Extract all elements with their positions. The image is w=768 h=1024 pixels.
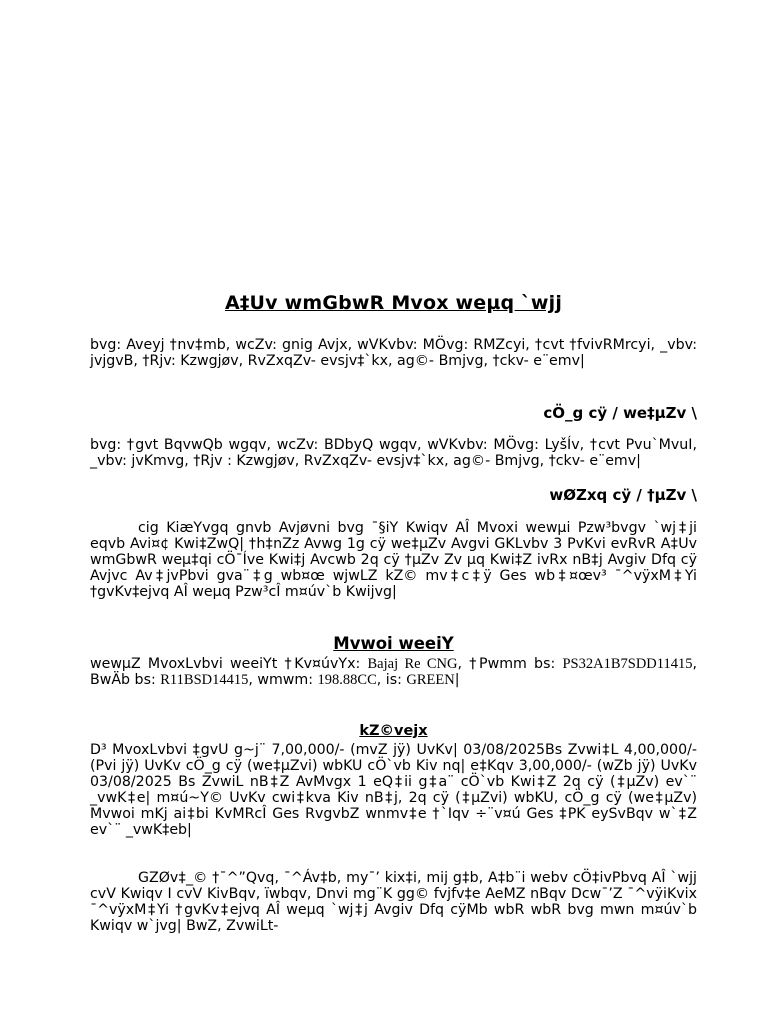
document-title: A‡Uv wmGbwR Mvox weµq `wjj xyxy=(224,292,563,314)
conditions-text: D³ MvoxLvbvi ‡gvU g~j¨ 7,00,000/- (mvZ jÿ) UvKv| 03/08/2025Bs Zvwi‡L 4,00,000/- (Pvi jÿ) UvKv cÖ_g cÿ (we‡µZvi) wbKU cÖ`vb Kiv nq| e‡Kqv 3,00,000/- (wZb jÿ) UvKv 03/08/2025 Bs ZvwiL nB‡Z AvMvgx 1 eQ‡ii g‡a¨ cÖ`vb Kwi‡Z 2q cÿ (‡µZv) ev`¨ _vwK‡e| m¤ú~Y© UvKv cwi‡kva Kiv nB‡j, 2q cÿ (‡µZvi) wbKU, cÖ_g cÿ (we‡µZv) Mvwoi mKj ai‡bi KvMRcÎ Ges RvgvbZ wnmv‡e †`Iqv ÷¨v¤ú Ges ‡PK eySvBqv w`‡Z ev`¨ _vwK‡eb| xyxy=(90,742,697,838)
followup-paragraph: GZØv‡_© †¯^”Qvq, ¯^Áv‡b, my¯’ kix‡i, mij g‡b, A‡b¨i webv cÖ‡ivPbvq AÎ `wjj cvV Kwiqv I cvV KivBqv, ïwbqv, Dnvi mg¨K gg© fvjfv‡e AeMZ nBqv Dcw¯’Z ¯^vÿiKvix ¯^vÿxM‡Yi †gvKv‡ejvq AÎ weµq `wj‡j Avgiv Dfq cÿMb wbR wbR bvg mwn m¤úv`b Kwiqv w`jvg| BwZ, ZvwiLt- xyxy=(90,870,697,934)
party-two-details: bvg: †gvt BqvwQb wgqv, wcZv: BDbyQ wgqv, wVKvbv: MÖvg: LyšÍv, †cvt Pvu`MvuI, _vbv: jvKmvg, †Rjv : Kzwgjøv, RvZxqZv- evsjv‡`kx, ag©- Bmjvg, †ckv- e¨emv| xyxy=(90,437,697,469)
vehicle-company: Bajaj Re CNG xyxy=(367,656,458,672)
engine-cc: 198.88CC xyxy=(317,672,377,688)
color-label: , is: xyxy=(376,672,402,688)
conditions-heading: kZ©vejx xyxy=(359,723,428,739)
cc-label: , wmwm: xyxy=(248,672,314,688)
engine-number: R11BSD14415 xyxy=(160,672,249,688)
vehicle-color: GREEN xyxy=(406,672,455,688)
vehicle-lead: wewµZ MvoxLvbvi weeiYt †Kv¤úvYx: xyxy=(90,656,361,672)
engine-label: , BwÄb bs: xyxy=(90,656,697,688)
recital-paragraph: cig KiæYvgq gnvb Avjøvni bvg ¯§iY Kwiqv AÎ Mvoxi wewµi Pzw³bvgv `wj‡ji eqvb Avi¤¢ Kwi‡ZwQ| †h‡nZz Avwg 1g cÿ we‡µZv Avgvi GKLvbv 3 PvKvi evRvR A‡Uv wmGbwR weµ‡qi cÖ¯Íve Kwi‡j Avcwb 2q cÿ †µZv Zv µq Kwi‡Z ivRx nB‡j Avgiv Dfq cÿ Avjvc Av‡jvPbvi gva¨‡g wb¤œ wjwLZ kZ© mv‡c‡ÿ Ges wb‡¤œv³ ¯^vÿxM‡Yi †gvKv‡ejvq AÎ weµq Pzw³cÎ m¤úv`b Kwijvg| xyxy=(90,520,697,600)
party-one-role: cÖ_g cÿ / we‡µZv \ xyxy=(543,404,697,422)
vehicle-end: | xyxy=(454,672,460,688)
party-two-role: wØZxq cÿ / †µZv \ xyxy=(549,486,697,504)
chassis-number: PS32A1B7SDD11415 xyxy=(562,656,693,672)
vehicle-heading: Mvwoi weeiY xyxy=(333,634,454,653)
chassis-label: , †Pwmm bs: xyxy=(457,656,556,672)
vehicle-details xyxy=(90,656,697,688)
party-one-details: bvg: Aveyj †nv‡mb, wcZv: gnig Avjx, wVKvbv: MÖvg: RMZcyi, †cvt †fvivRMrcyi, _vbv: jvjgvB, †Rjv: Kzwgjøv, RvZxqZv- evsjv‡`kx, ag©- Bmjvg, †ckv- e¨emv| xyxy=(90,337,697,369)
